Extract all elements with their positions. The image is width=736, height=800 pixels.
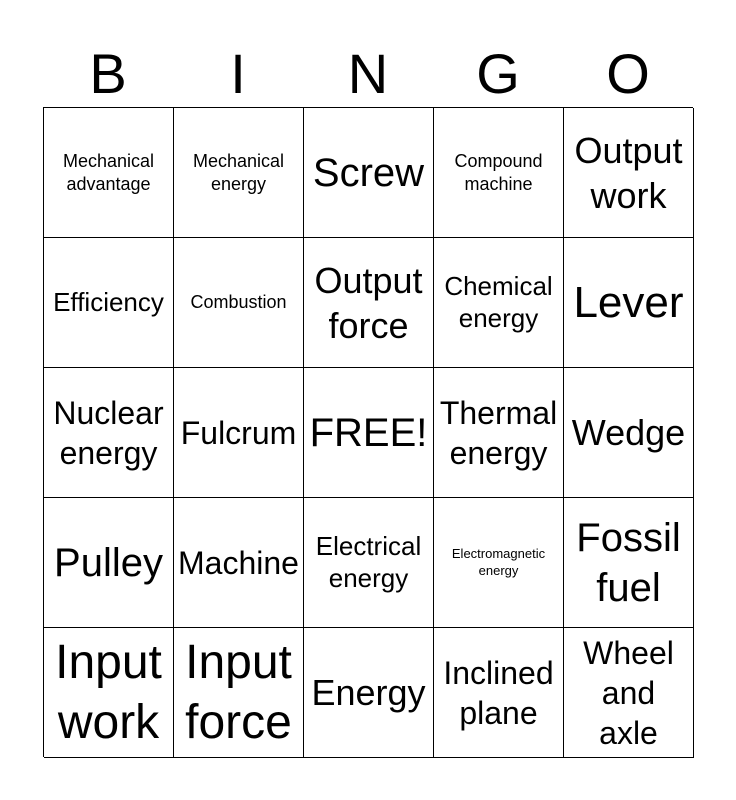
header-letter-o: O [606, 42, 650, 105]
bingo-cell[interactable] [174, 628, 304, 758]
bingo-cell[interactable] [174, 368, 304, 498]
bingo-cell[interactable] [174, 108, 304, 238]
cell-label: Inclined plane [443, 654, 554, 731]
bingo-cell[interactable] [434, 498, 564, 628]
bingo-cell[interactable] [304, 628, 434, 758]
bingo-cell[interactable] [434, 108, 564, 238]
cell-label: Lever [573, 278, 684, 327]
bingo-cell[interactable] [564, 238, 694, 368]
bingo-cell[interactable] [174, 238, 304, 368]
bingo-cell[interactable] [44, 498, 174, 628]
bingo-cell[interactable] [434, 238, 564, 368]
bingo-cell[interactable] [434, 628, 564, 758]
cell-label: Energy [311, 672, 426, 713]
cell-label: Thermal energy [439, 394, 558, 471]
bingo-cell[interactable] [44, 628, 174, 758]
cell-label: Efficiency [53, 286, 164, 317]
cell-label: Input force [185, 635, 292, 749]
header-letter-g: G [476, 42, 520, 105]
cell-label: Input work [55, 635, 162, 749]
cell-label: Chemical energy [444, 271, 553, 333]
cell-label: Nuclear energy [53, 394, 164, 471]
bingo-cell[interactable] [174, 498, 304, 628]
bingo-board [43, 107, 693, 757]
header-letter-n: N [347, 42, 389, 105]
bingo-cell[interactable] [304, 498, 434, 628]
bingo-cell[interactable] [564, 108, 694, 238]
bingo-cell[interactable] [304, 108, 434, 238]
bingo-header [43, 42, 693, 106]
cell-label: Wheel and axle [583, 634, 674, 751]
bingo-cell[interactable] [44, 108, 174, 238]
cell-label: Output force [314, 259, 423, 346]
cell-label: Mechanical advantage [62, 151, 155, 194]
cell-label: Output work [574, 129, 683, 216]
cell-label: Mechanical energy [192, 151, 285, 194]
bingo-cell[interactable] [44, 238, 174, 368]
cell-label: Combustion [190, 292, 287, 313]
cell-label: FREE! [309, 410, 428, 455]
cell-label: Pulley [54, 540, 163, 585]
cell-label: Fossil fuel [576, 515, 681, 610]
bingo-cell free-space[interactable] [304, 368, 434, 498]
cell-label: Electromagnetic energy [451, 546, 546, 578]
cell-label: Fulcrum [180, 414, 297, 451]
cell-label: Wedge [571, 412, 686, 453]
header-letter-i: I [230, 42, 246, 105]
cell-label: Electrical energy [315, 531, 422, 593]
bingo-cell[interactable] [564, 498, 694, 628]
bingo-cell[interactable] [564, 368, 694, 498]
bingo-cell[interactable] [434, 368, 564, 498]
cell-label: Compound machine [454, 151, 543, 194]
cell-label: Screw [312, 150, 425, 195]
bingo-cell[interactable] [304, 238, 434, 368]
header-letter-b: B [89, 42, 127, 105]
bingo-cell[interactable] [44, 368, 174, 498]
cell-label: Machine [178, 544, 299, 581]
bingo-cell[interactable] [564, 628, 694, 758]
